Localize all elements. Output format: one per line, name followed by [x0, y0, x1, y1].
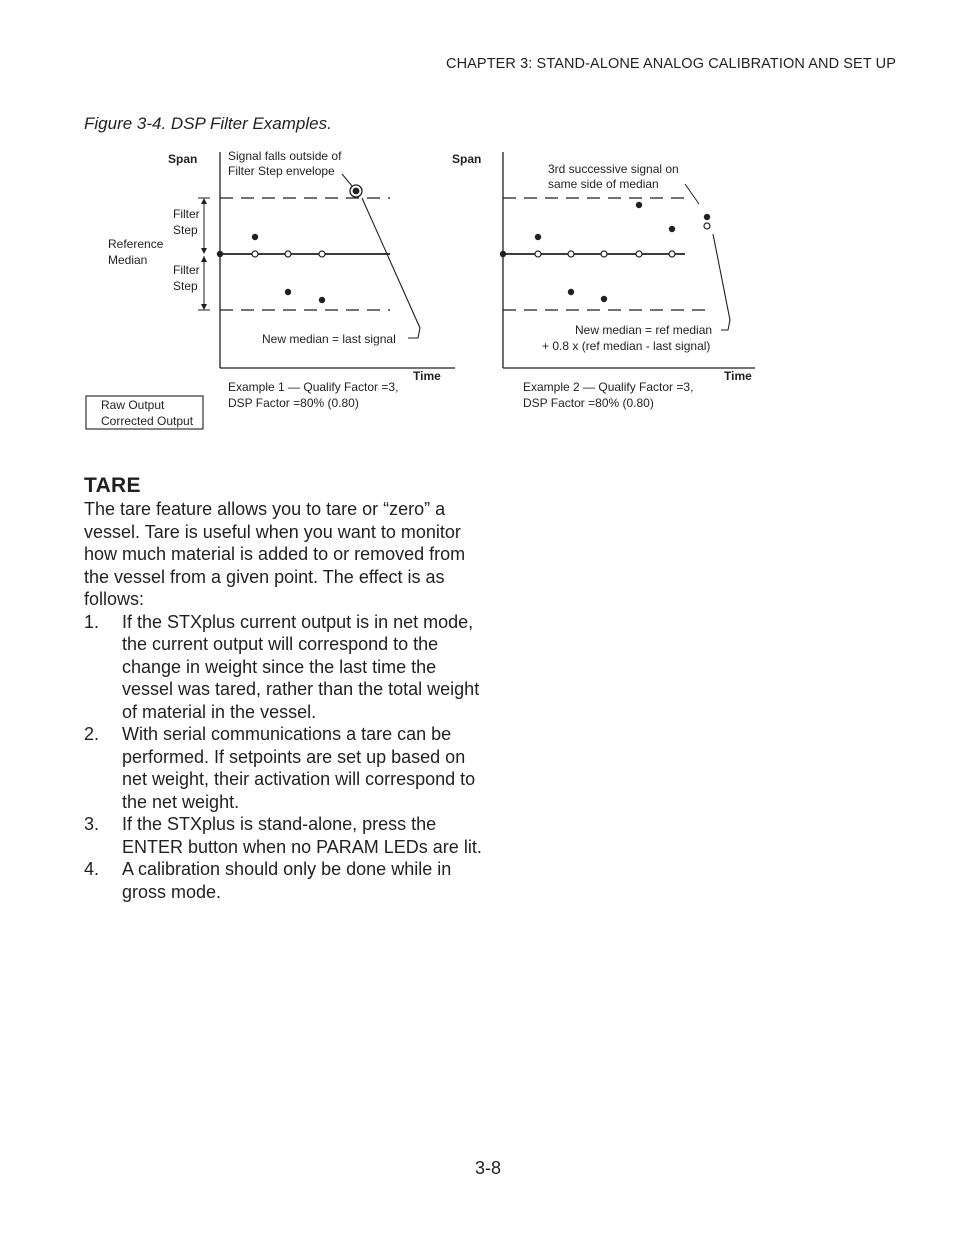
list-item-number: 3.: [84, 814, 100, 834]
list-item: [84, 611, 484, 724]
tare-effects-list: [84, 611, 484, 904]
ex1-ref-median-2: Median: [108, 253, 148, 267]
ex1-filter-step-upper-1: Filter: [173, 207, 200, 221]
ex2-corrected-point: [601, 251, 607, 257]
list-item-number: 4.: [84, 859, 100, 879]
ex2-new-median-point: [704, 223, 710, 229]
list-item-text: With serial communications a tare can be performed. If setpoints are set up based on net weight, their activation will correspond to the net weight.: [122, 724, 476, 812]
ex1-arrowhead: [201, 256, 207, 262]
ex2-annot-top-line1: 3rd successive signal on: [548, 162, 679, 176]
ex1-x-label: Time: [413, 369, 441, 383]
ex2-leader-line-top: [685, 184, 699, 204]
ex1-corrected-point: [252, 251, 258, 257]
list-item-text: If the STXplus is stand-alone, press the ENTER button when no PARAM LEDs are lit.: [122, 814, 482, 857]
list-item-number: 2.: [84, 724, 100, 744]
ex2-raw-point: [669, 226, 675, 232]
ex2-corrected-point: [669, 251, 675, 257]
legend-corrected-output: Corrected Output: [101, 414, 194, 428]
legend-box: [86, 396, 203, 429]
ex1-annot-top-line2: Filter Step envelope: [228, 164, 335, 178]
ex2-caption-line1: Example 2 — Qualify Factor =3,: [523, 380, 694, 394]
ex1-arrowhead: [201, 248, 207, 254]
legend-raw-output: Raw Output: [101, 398, 165, 412]
list-item: [84, 723, 484, 813]
ex1-filter-step-lower-1: Filter: [173, 263, 200, 277]
ex2-x-label: Time: [724, 369, 752, 383]
ex2-raw-point: [535, 234, 541, 240]
ex2-corrected-point: [636, 251, 642, 257]
ex1-corrected-point: [319, 251, 325, 257]
list-item-text: If the STXplus current output is in net mode, the current output will correspond to the change in weight since the last time the vessel was tared, rather than the total weight of material in the vessel.: [122, 611, 480, 722]
chapter-header: CHAPTER 3: STAND-ALONE ANALOG CALIBRATION AND SET UP: [446, 56, 896, 72]
ex2-median-start-point: [500, 251, 506, 257]
ex1-caption-line2: DSP Factor =80% (0.80): [228, 396, 359, 410]
ex2-corrected-point: [568, 251, 574, 257]
ex2-annot-bottom-line2: + 0.8 x (ref median - last signal): [542, 339, 711, 353]
ex1-annot-bottom: New median = last signal: [262, 332, 396, 346]
ex1-arrowhead: [201, 198, 207, 204]
ex1-median-start-point: [217, 251, 223, 257]
intro-paragraph: The tare feature allows you to tare or “zero” a vessel. Tare is useful when you want to monitor how much material is added to or removed from the vessel from a given point. The effect is as follows:: [84, 499, 466, 609]
ex1-raw-point: [319, 297, 325, 303]
section-title: TARE: [84, 474, 141, 497]
ex1-arrowhead: [201, 304, 207, 310]
list-item: [84, 813, 484, 858]
ex2-annot-bottom-line1: New median = ref median: [575, 323, 713, 337]
ex2-raw-point: [601, 296, 607, 302]
list-item-text: A calibration should only be done while in gross mode.: [122, 859, 452, 902]
ex1-leader-line-top: [342, 174, 352, 186]
example-2-plot: [452, 152, 755, 410]
ex1-annot-top-line1: Signal falls outside of: [228, 149, 342, 163]
ex1-raw-point: [252, 234, 258, 240]
ex1-leader-line-bottom: [362, 198, 420, 338]
ex1-filter-step-upper-2: Step: [173, 223, 198, 237]
ex1-corrected-point: [285, 251, 291, 257]
ex2-raw-point: [704, 214, 710, 220]
ex1-outside-signal-point: [353, 188, 360, 195]
ex2-leader-line-bottom: [713, 234, 730, 330]
ex1-caption-line1: Example 1 — Qualify Factor =3,: [228, 380, 399, 394]
ex1-filter-step-lower-2: Step: [173, 279, 198, 293]
ex1-raw-point: [285, 289, 291, 295]
list-item-number: 1.: [84, 611, 100, 632]
figure-caption: Figure 3-4. DSP Filter Examples.: [84, 114, 332, 133]
section-body: [84, 498, 484, 903]
dsp-filter-diagram: [80, 140, 780, 440]
ex1-y-label: Span: [168, 152, 198, 166]
ex2-caption-line2: DSP Factor =80% (0.80): [523, 396, 654, 410]
ex2-y-label: Span: [452, 152, 482, 166]
example-1-plot: [108, 149, 455, 410]
page-number: 3-8: [474, 1158, 501, 1178]
ex2-raw-point: [568, 289, 574, 295]
ex2-corrected-point: [535, 251, 541, 257]
ex2-annot-top-line2: same side of median: [548, 177, 659, 191]
ex2-raw-point: [636, 202, 642, 208]
list-item: [84, 858, 484, 903]
ex1-ref-median-1: Reference: [108, 237, 164, 251]
